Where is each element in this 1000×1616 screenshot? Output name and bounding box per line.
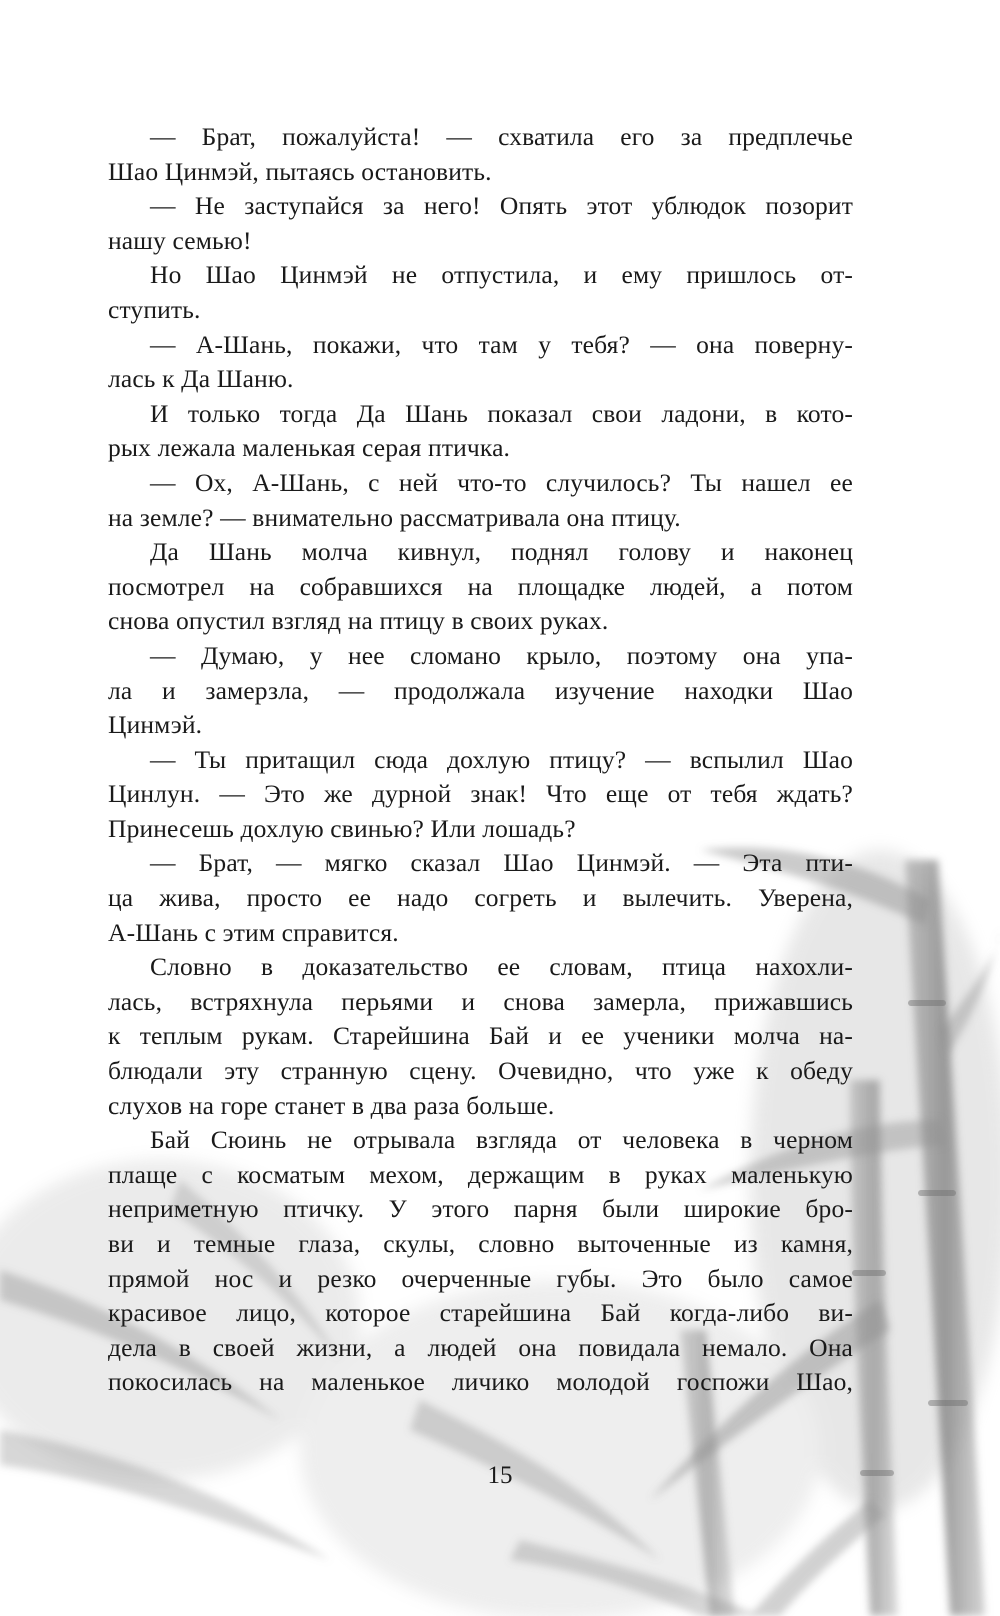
- text-line: рых лежала маленькая серая птичка.: [108, 433, 511, 463]
- text-line: Но Шао Цинмэй не отпустила, и ему пришлось от-: [150, 260, 853, 290]
- text-line: ступить.: [108, 294, 201, 324]
- text-line: прямой нос и резко очерченные губы. Это было самое: [108, 1263, 853, 1293]
- text-line: Принесешь дохлую свинью? Или лошадь?: [108, 813, 576, 843]
- text-line: — Ты притащил сюда дохлую птицу? — вспылил Шао: [150, 744, 853, 774]
- text-line: ла и замерзла, — продолжала изучение находки Шао: [108, 675, 853, 705]
- text-line: Да Шань молча кивнул, поднял голову и наконец: [150, 537, 853, 567]
- text-line: — А-Шань, покажи, что там у тебя? — она поверну-: [150, 329, 853, 359]
- text-line: ца жива, просто ее надо согреть и вылечить. Уверена,: [108, 883, 853, 913]
- text-line: ви и темные глаза, скулы, словно выточенные из камня,: [108, 1229, 853, 1258]
- text-line: к теплым рукам. Старейшина Бай и ее ученики молча на-: [108, 1021, 853, 1051]
- text-line: неприметную птичку. У этого парня были широкие бро-: [108, 1194, 853, 1224]
- text-line: — Не заступайся за него! Опять этот ублюдок позорит: [150, 191, 853, 221]
- text-line: красивое лицо, которое старейшина Бай когда-либо ви-: [108, 1298, 853, 1328]
- text-line: блюдали эту странную сцену. Очевидно, что уже к обеду: [108, 1056, 853, 1086]
- page-number: 15: [487, 1462, 513, 1489]
- text-line: А-Шань с этим справится.: [108, 917, 399, 947]
- text-line: — Ох, А-Шань, с ней что-то случилось? Ты нашел ее: [150, 467, 853, 497]
- text-line: Цинмэй.: [108, 710, 203, 740]
- text-line: нашу семью!: [108, 225, 252, 255]
- text-line: И только тогда Да Шань показал свои ладони, в кото-: [150, 398, 853, 428]
- text-line: — Брат, пожалуйста! — схватила его за предплечье: [150, 122, 853, 151]
- text-line: Цинлун. — Это же дурной знак! Что еще от тебя ждать?: [108, 779, 853, 809]
- text-line: Бай Сюинь не отрывала взгляда от человека в черном: [150, 1125, 853, 1155]
- text-line: Шао Цинмэй, пытаясь остановить.: [108, 156, 492, 186]
- text-line: дела в своей жизни, а людей она повидала немало. Она: [108, 1332, 853, 1362]
- text-line: покосилась на маленькое личико молодой госпожи Шао,: [108, 1367, 853, 1397]
- text-line: лась к Да Шаню.: [108, 364, 294, 394]
- text-line: лась, встряхнула перьями и снова замерла, прижавшись: [108, 986, 853, 1016]
- text-line: слухов на горе станет в два раза больше.: [108, 1090, 555, 1120]
- text-line: Словно в доказательство ее словам, птица нахохли-: [150, 952, 853, 982]
- text-line: на земле? — внимательно рассматривала она птицу.: [108, 502, 681, 532]
- text-line: снова опустил взгляд на птицу в своих руках.: [108, 606, 609, 636]
- text-line: посмотрел на собравшихся на площадке людей, а потом: [108, 571, 853, 601]
- text-line: — Брат, — мягко сказал Шао Цинмэй. — Эта пти-: [150, 848, 853, 878]
- text-line: плаще с косматым мехом, держащим в руках маленькую: [108, 1159, 853, 1189]
- body-text: [108, 120, 853, 1400]
- text-line: — Думаю, у нее сломано крыло, поэтому она упа-: [150, 640, 853, 670]
